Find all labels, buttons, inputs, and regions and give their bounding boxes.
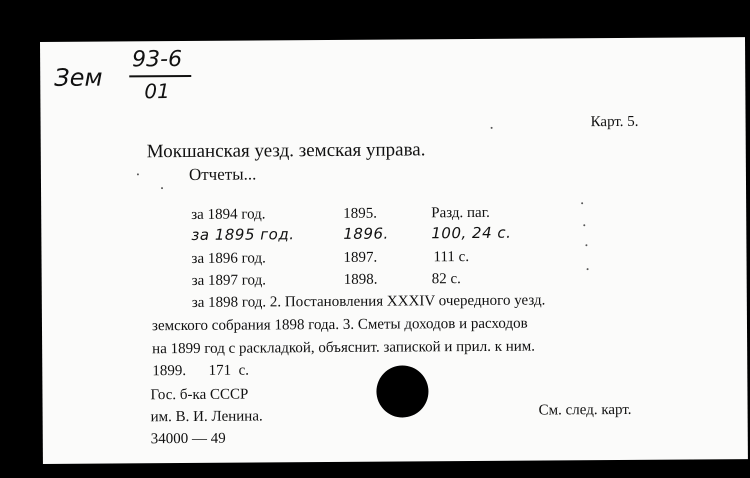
scan-speck xyxy=(491,127,493,129)
scan-speck xyxy=(161,187,163,189)
scan-speck xyxy=(581,202,583,204)
row-1897-col3: 82 с. xyxy=(431,271,461,288)
row-1895-col1: за 1895 год. xyxy=(191,225,295,244)
handwritten-prefix: Зем xyxy=(54,63,103,92)
row-1894-col3: Разд. паг. xyxy=(431,204,490,222)
row-1896-col1: за 1896 год. xyxy=(191,250,266,267)
paragraph-line-2: земского собрания 1898 года. 3. Сметы доходов и расходов xyxy=(151,315,528,335)
card-number: Карт. 5. xyxy=(590,113,639,131)
paragraph-line-3: на 1899 год с раскладкой, объяснит. запиской и прил. к ним. xyxy=(152,338,536,358)
paragraph-line-4: 1899. 171 с. xyxy=(152,362,250,380)
library-line-3: 34000 — 49 xyxy=(150,430,226,448)
library-line-1: Гос. б-ка СССР xyxy=(150,386,249,404)
handwritten-fraction-top: 93-6 xyxy=(132,47,183,73)
scan-speck xyxy=(587,268,589,270)
row-1895-col2: 1896. xyxy=(343,224,389,243)
library-line-2: им. В. И. Ленина. xyxy=(150,408,263,426)
fraction-line xyxy=(129,75,191,77)
scan-speck xyxy=(583,224,585,226)
card-subtitle: Отчеты... xyxy=(188,164,257,184)
row-1895-col3: 100, 24 с. xyxy=(431,223,512,243)
row-1894-col1: за 1894 год. xyxy=(191,206,266,223)
scan-speck xyxy=(137,173,139,175)
paragraph-line-1: за 1898 год. 2. Постановления XXXIV очередного уезд. xyxy=(191,292,546,311)
card-title: Мокшанская уезд. земская управа. xyxy=(146,139,426,163)
row-1896-col2: 1897. xyxy=(343,249,378,266)
scan-speck xyxy=(585,244,587,246)
row-1894-col2: 1895. xyxy=(343,205,378,222)
row-1896-col3: 111 с. xyxy=(433,249,470,266)
catalog-card xyxy=(40,37,748,464)
handwritten-fraction-bottom: 01 xyxy=(144,79,170,104)
punch-hole xyxy=(376,365,428,417)
row-1897-col2: 1898. xyxy=(343,271,378,288)
row-1897-col1: за 1897 год. xyxy=(191,272,267,289)
see-next-card: См. след. карт. xyxy=(538,401,632,419)
